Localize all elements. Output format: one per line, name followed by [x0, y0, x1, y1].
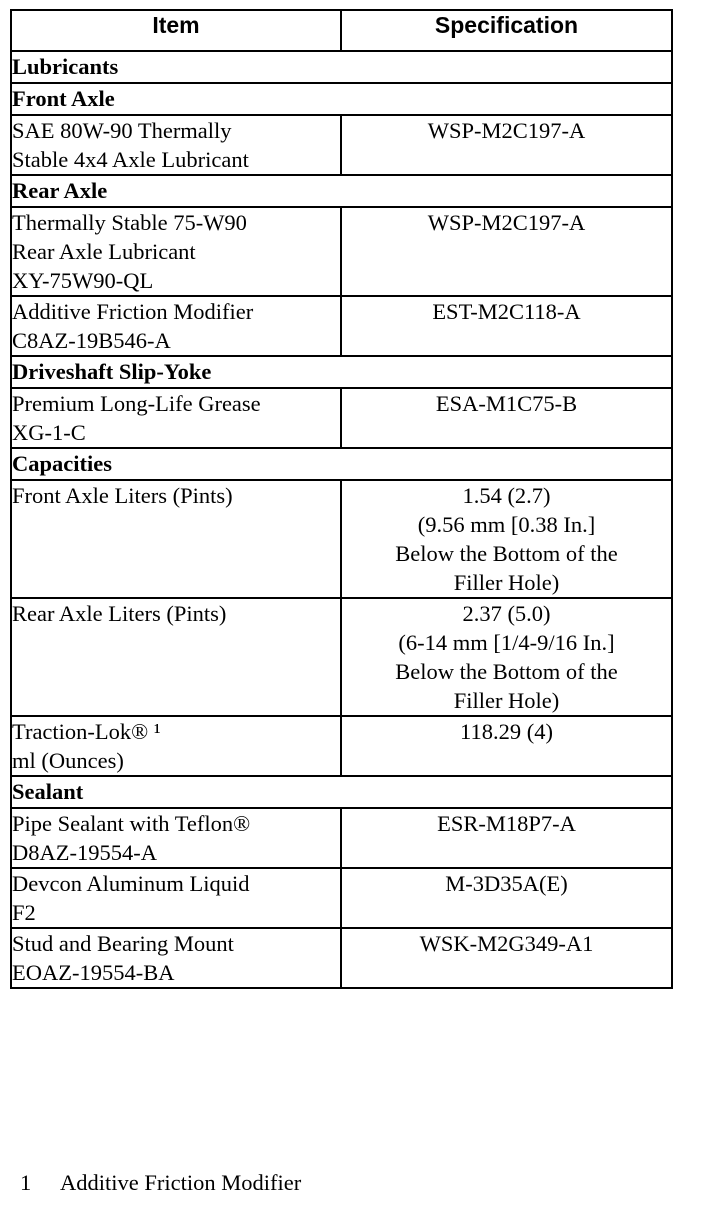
- footnote: [20, 1170, 301, 1196]
- item-cell: Traction-Lok® ¹ ml (Ounces): [11, 716, 341, 776]
- footnote-text: Additive Friction Modifier: [60, 1170, 302, 1195]
- item-cell: Rear Axle Liters (Pints): [11, 598, 341, 716]
- footnote-number: 1: [20, 1170, 32, 1195]
- item-cell: Premium Long-Life Grease XG-1-C: [11, 388, 341, 448]
- table-row: [11, 480, 672, 598]
- section-heading: Driveshaft Slip-Yoke: [11, 356, 672, 388]
- section-row: [11, 776, 672, 808]
- specification-cell: 2.37 (5.0) (6-14 mm [1/4-9/16 In.] Below the Bottom of the Filler Hole): [341, 598, 672, 716]
- table-row: [11, 716, 672, 776]
- item-cell: Thermally Stable 75-W90 Rear Axle Lubricant XY-75W90-QL: [11, 207, 341, 296]
- table-row: [11, 115, 672, 175]
- table-header: [11, 10, 672, 51]
- section-heading: Rear Axle: [11, 175, 672, 207]
- section-row: [11, 175, 672, 207]
- specification-cell: 1.54 (2.7) (9.56 mm [0.38 In.] Below the Bottom of the Filler Hole): [341, 480, 672, 598]
- item-cell: Front Axle Liters (Pints): [11, 480, 341, 598]
- specification-cell: EST-M2C118-A: [341, 296, 672, 356]
- section-row: [11, 356, 672, 388]
- table-row: [11, 598, 672, 716]
- header-row: [11, 10, 672, 51]
- specification-cell: WSP-M2C197-A: [341, 207, 672, 296]
- item-cell: Devcon Aluminum Liquid F2: [11, 868, 341, 928]
- column-header-specification: Specification: [341, 10, 672, 51]
- item-cell: Additive Friction Modifier C8AZ-19B546-A: [11, 296, 341, 356]
- table-body: [11, 51, 672, 988]
- specification-cell: ESR-M18P7-A: [341, 808, 672, 868]
- table-row: [11, 388, 672, 448]
- section-heading: Front Axle: [11, 83, 672, 115]
- specification-table: [10, 9, 673, 989]
- table-row: [11, 868, 672, 928]
- specification-cell: WSK-M2G349-A1: [341, 928, 672, 988]
- table-row: [11, 808, 672, 868]
- section-row: [11, 448, 672, 480]
- section-heading: Lubricants: [11, 51, 672, 83]
- specification-cell: M-3D35A(E): [341, 868, 672, 928]
- column-header-item: Item: [11, 10, 341, 51]
- item-cell: Stud and Bearing Mount EOAZ-19554-BA: [11, 928, 341, 988]
- item-cell: Pipe Sealant with Teflon® D8AZ-19554-A: [11, 808, 341, 868]
- section-heading: Capacities: [11, 448, 672, 480]
- table-row: [11, 207, 672, 296]
- specification-cell: ESA-M1C75-B: [341, 388, 672, 448]
- item-cell: SAE 80W-90 Thermally Stable 4x4 Axle Lubricant: [11, 115, 341, 175]
- section-row: [11, 51, 672, 83]
- specification-cell: WSP-M2C197-A: [341, 115, 672, 175]
- table-row: [11, 296, 672, 356]
- table-row: [11, 928, 672, 988]
- specification-cell: 118.29 (4): [341, 716, 672, 776]
- section-heading: Sealant: [11, 776, 672, 808]
- section-row: [11, 83, 672, 115]
